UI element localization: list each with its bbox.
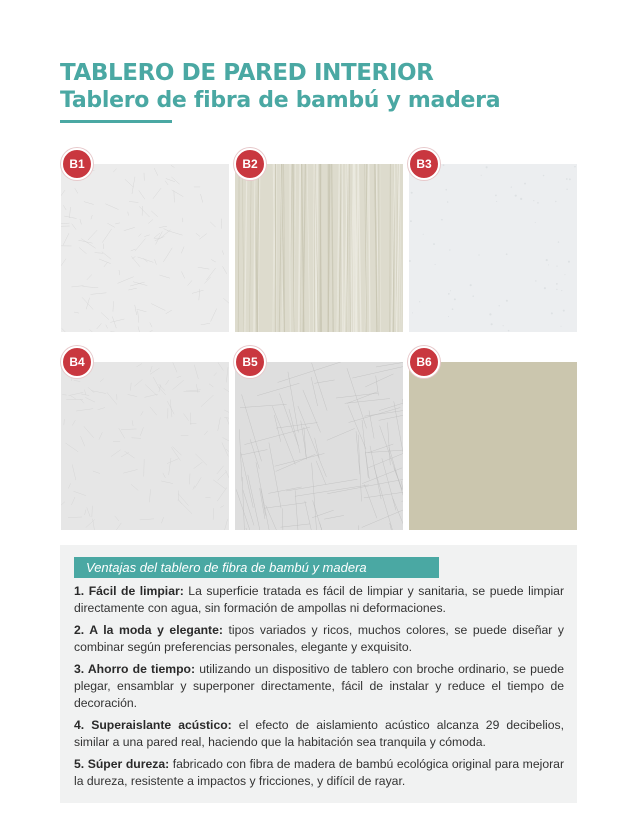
advantage-text: el efecto de aislamiento acústico alcanza 29 decibelios, similar a una pared real, haciendo que la habitación sea tranquila y cómoda. bbox=[74, 718, 564, 749]
advantage-text: tipos variados y ricos, muchos colores, se puede diseñar y combinar según preferencias personales, elegante y exquisito. bbox=[74, 623, 564, 654]
advantage-title: 5. Súper dureza: bbox=[74, 757, 170, 771]
title-underline bbox=[60, 120, 172, 123]
list-item bbox=[74, 583, 564, 617]
list-item bbox=[74, 756, 564, 790]
swatch-texture bbox=[409, 164, 577, 332]
advantage-text: fabricado con fibra de madera de bambú ecológica original para mejorar la dureza, resistente a impactos y fricciones, y difícil de rayar. bbox=[74, 757, 564, 788]
swatch-b6 bbox=[409, 362, 577, 530]
swatch-texture bbox=[409, 362, 577, 530]
advantage-text: La superficie tratada es fácil de limpiar y sanitaria, se puede limpiar directamente con agua, sin formación de ampollas ni deformaciones. bbox=[74, 584, 565, 615]
advantages-header: Ventajas del tablero de fibra de bambú y madera bbox=[74, 557, 439, 578]
swatch-code-badge: B5 bbox=[234, 346, 266, 378]
swatch-texture bbox=[235, 164, 403, 332]
swatch-texture bbox=[61, 164, 229, 332]
swatch-code-badge: B3 bbox=[408, 148, 440, 180]
swatch-b5 bbox=[235, 362, 403, 530]
swatch-code-badge: B1 bbox=[61, 148, 93, 180]
advantage-text: utilizando un dispositivo de tablero con broche ordinario, se puede plegar, ensamblar y superponer directamente, fácil de instalar y reduce el tiempo de decoración. bbox=[74, 662, 564, 710]
list-item bbox=[74, 661, 564, 712]
advantage-title: 3. Ahorro de tiempo: bbox=[74, 662, 196, 676]
swatch-texture bbox=[235, 362, 403, 530]
advantage-title: 1. Fácil de limpiar: bbox=[74, 584, 184, 598]
swatch-b3 bbox=[409, 164, 577, 332]
list-item bbox=[74, 622, 564, 656]
swatch-b2 bbox=[235, 164, 403, 332]
title-sub: Tablero de fibra de bambú y madera bbox=[60, 88, 501, 113]
swatch-code-badge: B4 bbox=[61, 346, 93, 378]
swatch-texture bbox=[61, 362, 229, 530]
swatch-code-badge: B2 bbox=[234, 148, 266, 180]
title-main: TABLERO DE PARED INTERIOR bbox=[60, 60, 434, 86]
swatch-b1 bbox=[61, 164, 229, 332]
advantage-title: 2. A la moda y elegante: bbox=[74, 623, 223, 637]
swatch-code-badge: B6 bbox=[408, 346, 440, 378]
list-item bbox=[74, 717, 564, 751]
advantage-title: 4. Superaislante acústico: bbox=[74, 718, 232, 732]
advantages-list bbox=[74, 583, 564, 795]
swatch-b4 bbox=[61, 362, 229, 530]
